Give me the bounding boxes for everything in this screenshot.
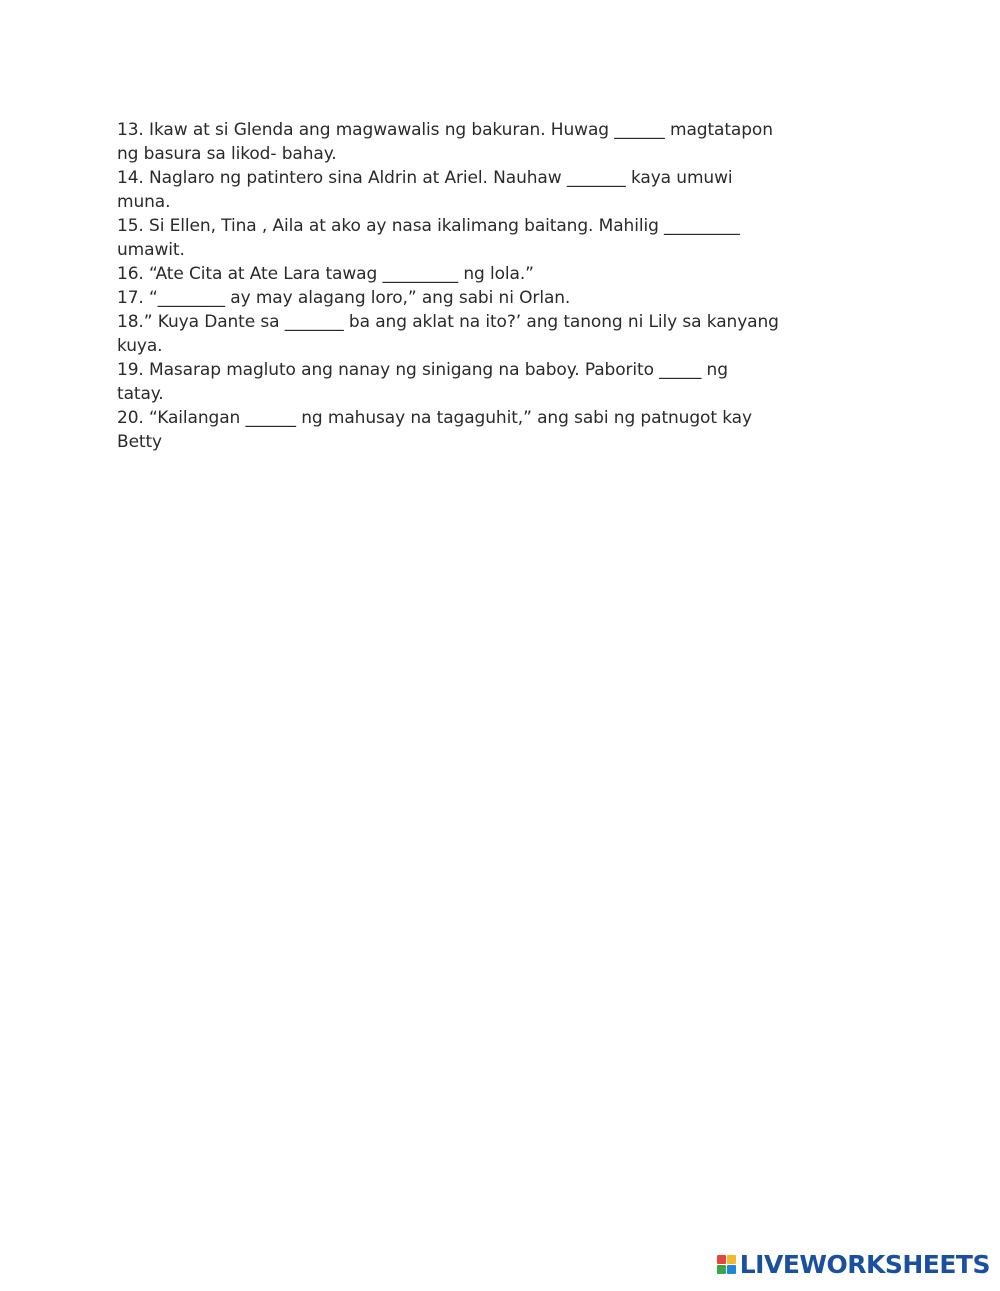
logo-square-yellow [727,1255,736,1264]
question-line-18a: 18.” Kuya Dante sa _______ ba ang aklat na ito?’ ang tanong ni Lily sa kanyang [117,312,779,332]
question-line-14b: muna. [117,192,171,212]
question-line-19a: 19. Masarap magluto ang nanay ng sinigang na baboy. Paborito _____ ng [117,360,728,380]
question-line-15a: 15. Si Ellen, Tina , Aila at ako ay nasa ikalimang baitang. Mahilig _________ [117,216,740,236]
question-line-20b: Betty [117,432,163,452]
liveworksheets-logo [717,1250,990,1279]
liveworksheets-logo-icon [717,1255,736,1274]
question-line-13a: 13. Ikaw at si Glenda ang magwawalis ng bakuran. Huwag ______ magtatapon [117,120,773,140]
question-line-19b: tatay. [117,384,164,404]
question-line-15b: umawit. [117,240,185,260]
question-line-20a: 20. “Kailangan ______ ng mahusay na tagaguhit,” ang sabi ng patnugot kay [117,408,752,428]
question-line-18b: kuya. [117,336,163,356]
logo-square-blue [727,1265,736,1274]
logo-square-green [717,1265,726,1274]
question-line-16: 16. “Ate Cita at Ate Lara tawag _________ ng lola.” [117,264,534,284]
question-line-14a: 14. Naglaro ng patintero sina Aldrin at Ariel. Nauhaw _______ kaya umuwi [117,168,733,188]
liveworksheets-logo-text: LIVEWORKSHEETS [739,1250,990,1279]
question-line-17: 17. “________ ay may alagang loro,” ang sabi ni Orlan. [117,288,571,308]
question-line-13b: ng basura sa likod- bahay. [117,144,337,164]
worksheet-questions [117,118,877,454]
logo-square-red [717,1255,726,1264]
